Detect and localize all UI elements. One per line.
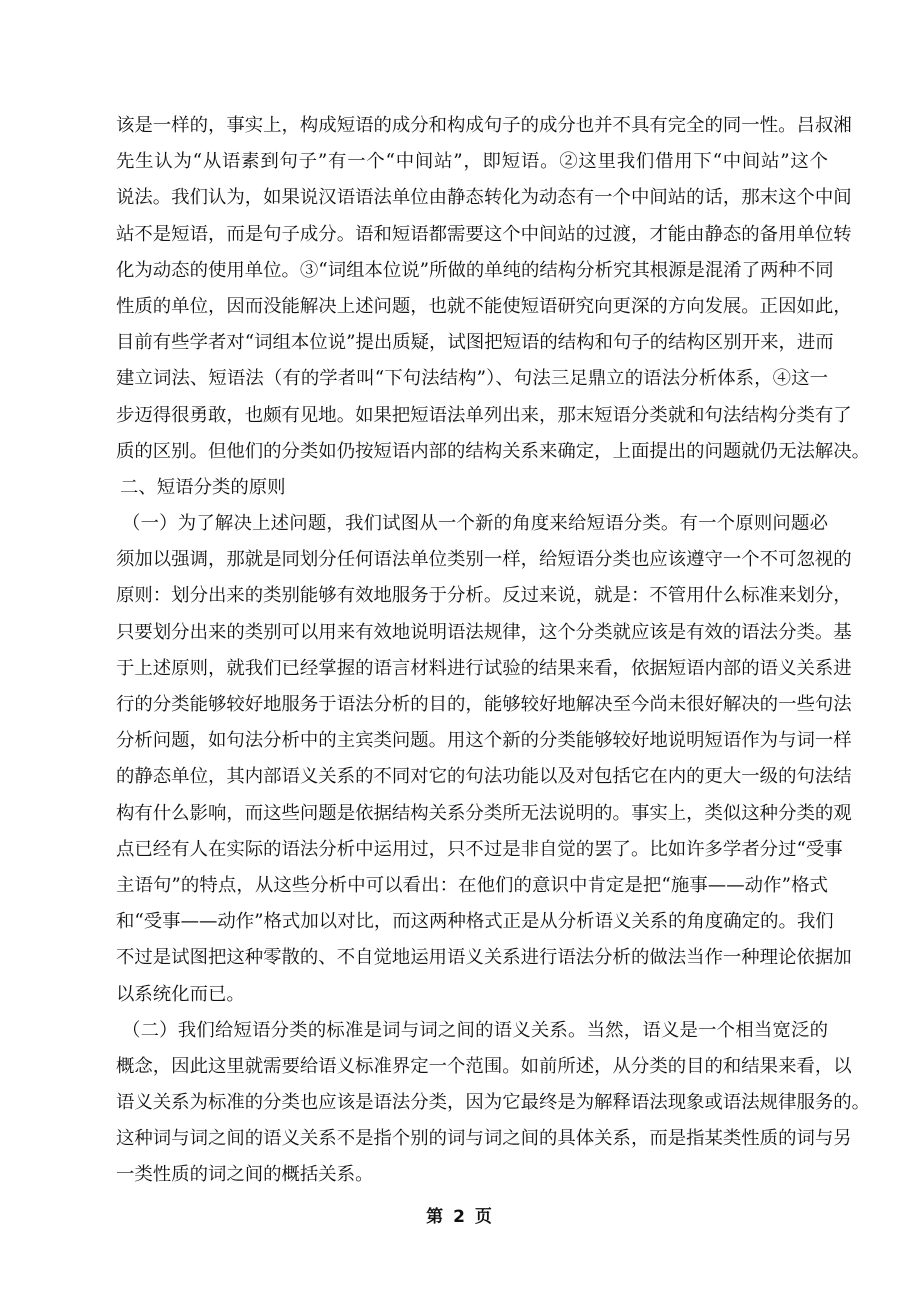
text-line: 说法。我们认为，如果说汉语语法单位由静态转化为动态有一个中间站的话，那末这个中间: [116, 187, 852, 209]
section-heading: 二、短语分类的原则: [120, 476, 286, 498]
text-line: 主语句”的特点，从这些分析中可以看出：在他们的意识中肯定是把“施事——动作”格式: [116, 874, 828, 896]
text-line: 化为动态的使用单位。③“词组本位说”所做的单纯的结构分析究其根源是混淆了两种不同: [116, 259, 834, 281]
text-line: 不过是试图把这种零散的、不自觉地运用语义关系进行语法分析的做法当作一种理论依据加: [116, 947, 852, 969]
text-line: 点已经有人在实际的语法分析中运用过，只不过是非自觉的罢了。比如许多学者分过“受事: [116, 838, 843, 860]
text-line: 先生认为“从语素到句子”有一个“中间站”，即短语。②这里我们借用下“中间站”这个: [116, 151, 828, 173]
text-line: （一）为了解决上述问题，我们试图从一个新的角度来给短语分类。有一个原则问题必: [122, 513, 828, 535]
page-number: 第 2 页: [426, 1207, 494, 1227]
text-line: 构有什么影响，而这些问题是依据结构关系分类所无法说明的。事实上，类似这种分类的观: [116, 802, 852, 824]
text-line: 行的分类能够较好地服务于语法分析的目的，能够较好地解决至今尚未很好解决的一些句法: [116, 694, 852, 715]
text-line: 该是一样的，事实上，构成短语的成分和构成句子的成分也并不具有完全的同一性。吕叔湘: [116, 115, 852, 136]
text-line: 一类性质的词之间的概括关系。: [116, 1164, 374, 1186]
text-line: 质的区别。但他们的分类如仍按短语内部的结构关系来确定，上面提出的问题就仍无法解决。: [116, 440, 871, 462]
text-line: （二）我们给短语分类的标准是词与词之间的语义关系。当然，语义是一个相当宽泛的: [122, 1019, 828, 1041]
text-line: 建立词法、短语法（有的学者叫“下句法结构”）、句法三足鼎立的语法分析体系，④这一: [116, 368, 828, 390]
text-line: 和“受事——动作”格式加以对比，而这两种格式正是从分析语义关系的角度确定的。我们: [116, 911, 834, 933]
text-line: 须加以强调，那就是同划分任何语法单位类别一样，给短语分类也应该遵守一个不可忽视的: [116, 549, 852, 571]
text-line: 分析问题，如句法分析中的主宾类问题。用这个新的分类能够较好地说明短语作为与词一样: [116, 730, 852, 752]
body-text: [116, 108, 871, 1194]
text-line: 性质的单位，因而没能解决上述问题，也就不能使短语研究向更深的方向发展。正因如此，: [116, 295, 852, 317]
text-line: 这种词与词之间的语义关系不是指个别的词与词之间的具体关系，而是指某类性质的词与另: [116, 1128, 852, 1150]
text-line: 步迈得很勇敢，也颇有见地。如果把短语法单列出来，那末短语分类就和句法结构分类有了: [116, 404, 852, 426]
text-line: 以系统化而已。: [116, 983, 245, 1005]
text-line: 原则：划分出来的类别能够有效地服务于分析。反过来说，就是：不管用什么标准来划分，: [116, 585, 852, 607]
text-line: 概念，因此这里就需要给语义标准界定一个范围。如前所述，从分类的目的和结果来看，以: [116, 1055, 852, 1077]
text-line: 于上述原则，就我们已经掌握的语言材料进行试验的结果来看，依据短语内部的语义关系进: [116, 657, 852, 679]
text-line: 的静态单位，其内部语义关系的不同对它的句法功能以及对包括它在内的更大一级的句法结: [116, 766, 852, 788]
text-line: 只要划分出来的类别可以用来有效地说明语法规律，这个分类就应该是有效的语法分类。基: [116, 621, 852, 643]
text-line: 站不是短语，而是句子成分。语和短语都需要这个中间站的过渡，才能由静态的备用单位转: [116, 223, 852, 245]
text-line: 语义关系为标准的分类也应该是语法分类，因为它最终是为解释语法现象或语法规律服务的。: [116, 1092, 871, 1114]
text-line: 目前有些学者对“词组本位说”提出质疑，试图把短语的结构和句子的结构区别开来，进而: [116, 332, 834, 354]
